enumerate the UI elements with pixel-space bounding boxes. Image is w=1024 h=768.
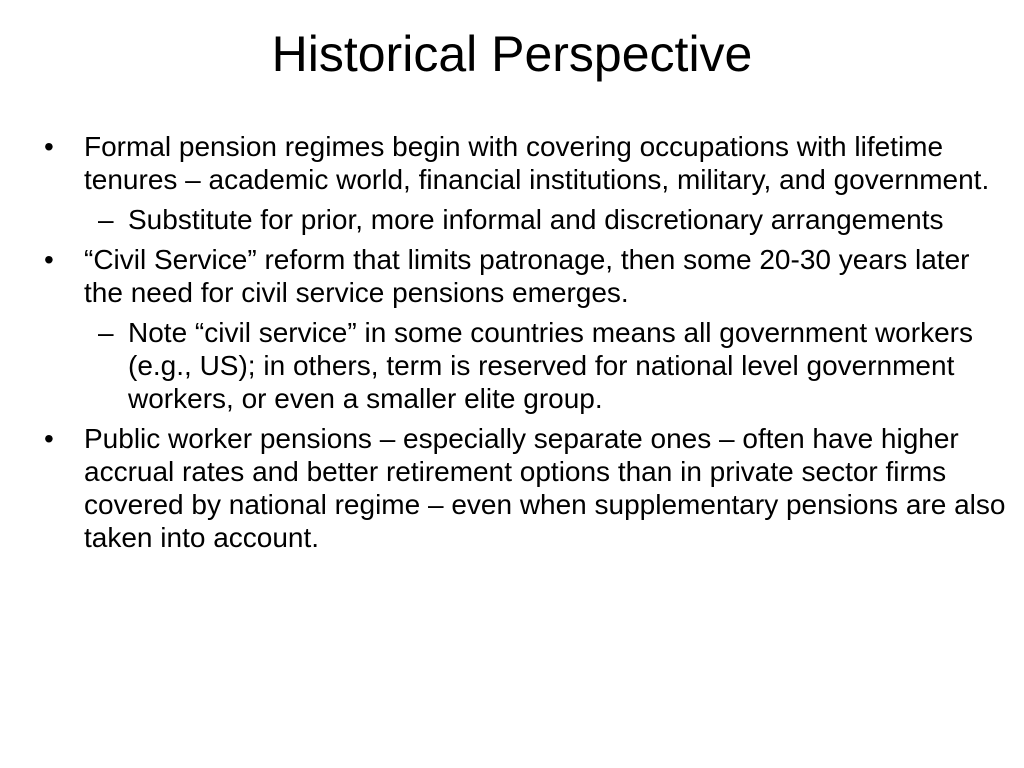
sub-bullet-marker: – xyxy=(98,317,114,348)
sub-bullet-text: Note “civil service” in some countries means all government workers (e.g., US); in others, term is reserved for national level government workers, or even a smaller elite group. xyxy=(128,317,973,414)
bullet-marker: • xyxy=(44,131,54,162)
bullet-text: Formal pension regimes begin with covering occupations with lifetime tenures – academic world, financial institutions, military, and government. xyxy=(84,131,990,195)
sub-bullet-item xyxy=(40,203,1010,236)
bullet-text: “Civil Service” reform that limits patronage, then some 20-30 years later the need for civil service pensions emerges. xyxy=(84,244,970,308)
bullet-item xyxy=(40,422,1010,554)
bullet-text: Public worker pensions – especially separate ones – often have higher accrual rates and better retirement options than in private sector firms covered by national regime – even when supplementary pensions are also taken into account. xyxy=(84,423,1006,553)
bullet-marker: • xyxy=(44,423,54,454)
sub-bullet-text: Substitute for prior, more informal and discretionary arrangements xyxy=(128,204,944,235)
slide-content xyxy=(40,130,1010,561)
bullet-item xyxy=(40,243,1010,309)
slide-title: Historical Perspective xyxy=(271,26,753,82)
sub-bullet-item xyxy=(40,316,1010,415)
bullet-item xyxy=(40,130,1010,196)
bullet-marker: • xyxy=(44,244,54,275)
sub-bullet-marker: – xyxy=(98,204,114,235)
